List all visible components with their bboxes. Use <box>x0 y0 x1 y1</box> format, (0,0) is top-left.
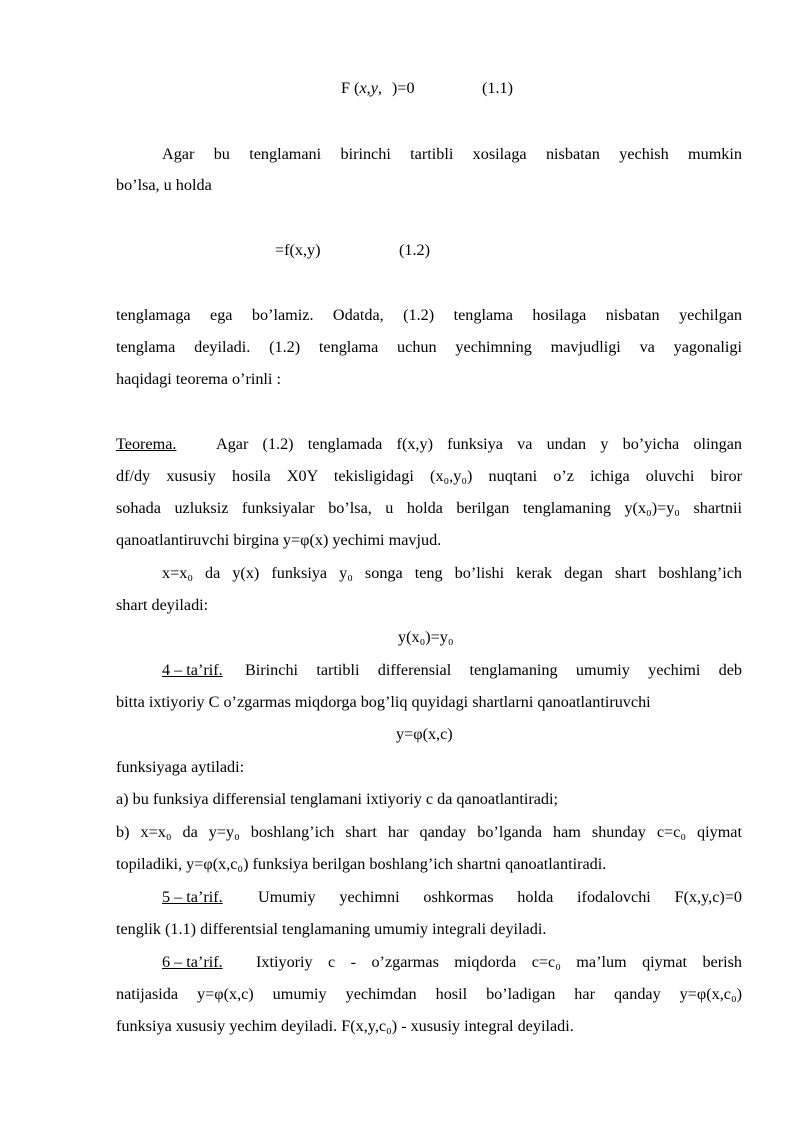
equation-text: , <box>366 79 371 97</box>
equation-number-1-2: (1.2) <box>399 241 431 259</box>
definition-6-line: funksiya xususiy yechim deyiladi. F(x,y,c₀) - xususiy integral deyiladi. <box>116 1017 574 1035</box>
paragraph-line: Agar bu tenglamani birinchi tartibli xosilaga nisbatan yechish mumkin <box>162 145 742 163</box>
definition-4-label: 4 – ta’rif. <box>162 661 223 679</box>
condition-b: topiladiki, y=φ(x,c₀) funksiya berilgan boshlang’ich shartni qanoatlantiradi. <box>116 855 607 873</box>
definition-4-line: bitta ixtiyoriy C o’zgarmas miqdorga bog’liq quyidagi shartlarni qanoatlantiruvchi <box>116 693 651 711</box>
definition-5-line: Umumiy yechimni oshkormas holda ifodalovchi F(x,y,c)=0 <box>258 888 742 906</box>
definition-6-line: natijasida y=φ(x,c) umumiy yechimdan hosil bo’ladigan har qanday y=φ(x,c₀) <box>116 985 742 1003</box>
equation-text: , <box>377 79 382 97</box>
initial-condition-line: shart deyiladi: <box>116 596 209 614</box>
definition-6-line: Ixtiyoriy c - o’zgarmas miqdorda c=c₀ ma’lum qiymat berish <box>256 953 742 971</box>
theorem-line: sohada uzluksiz funksiyalar bo’lsa, u holda berilgan tenglamaning y(x₀)=y₀ shartnii <box>116 499 742 517</box>
equation-text: x <box>359 79 367 97</box>
equation-text: )=0 <box>391 79 415 97</box>
initial-condition-line: x=x₀ da y(x) funksiya y₀ songa teng bo’lishi kerak degan shart boshlang’ich <box>162 564 742 582</box>
theorem-label: Teorema. <box>116 435 177 453</box>
paragraph-line: haqidagi teorema o’rinli : <box>116 370 281 388</box>
equation-1-1 <box>341 78 415 98</box>
definition-5-label: 5 – ta’rif. <box>162 888 223 906</box>
definition-4-line: funksiyaga aytiladi: <box>116 758 245 776</box>
definition-4-line: Birinchi tartibli differensial tenglamaning umumiy yechimi deb <box>245 661 742 679</box>
paragraph-line: tenglama deyiladi. (1.2) tenglama uchun yechimning mavjudligi va yagonaligi <box>116 338 742 356</box>
equation-text: F ( <box>341 79 360 97</box>
initial-condition-formula: y(x₀)=y₀ <box>398 628 454 646</box>
equation-1-2: =f(x,y) <box>275 241 321 259</box>
theorem-line: df/dy xususiy hosila X0Y tekisligidagi (x₀,y₀) nuqtani o’z ichiga oluvchi biror <box>116 467 742 485</box>
general-solution-formula: y=φ(x,c) <box>396 725 453 743</box>
condition-a: a) bu funksiya differensial tenglamani ixtiyoriy c da qanoatlantiradi; <box>116 790 559 808</box>
definition-6-label: 6 – ta’rif. <box>162 953 223 971</box>
paragraph-line: tenglamaga ega bo’lamiz. Odatda, (1.2) tenglama hosilaga nisbatan yechilgan <box>116 306 742 324</box>
paragraph-line: bo’lsa, u holda <box>116 176 212 194</box>
equation-text: y <box>370 79 378 97</box>
definition-5-line: tenglik (1.1) differentsial tenglamaning umumiy integrali deyiladi. <box>116 920 547 938</box>
condition-b: b) x=x₀ da y=y₀ boshlang’ich shart har qanday bo’lganda ham shunday c=c₀ qiymat <box>116 823 742 841</box>
theorem-line: qanoatlantiruvchi birgina y=φ(x) yechimi mavjud. <box>116 531 442 549</box>
theorem-line: Agar (1.2) tenglamada f(x,y) funksiya va undan y bo’yicha olingan <box>216 435 742 453</box>
equation-number-1-1: (1.1) <box>482 79 514 97</box>
